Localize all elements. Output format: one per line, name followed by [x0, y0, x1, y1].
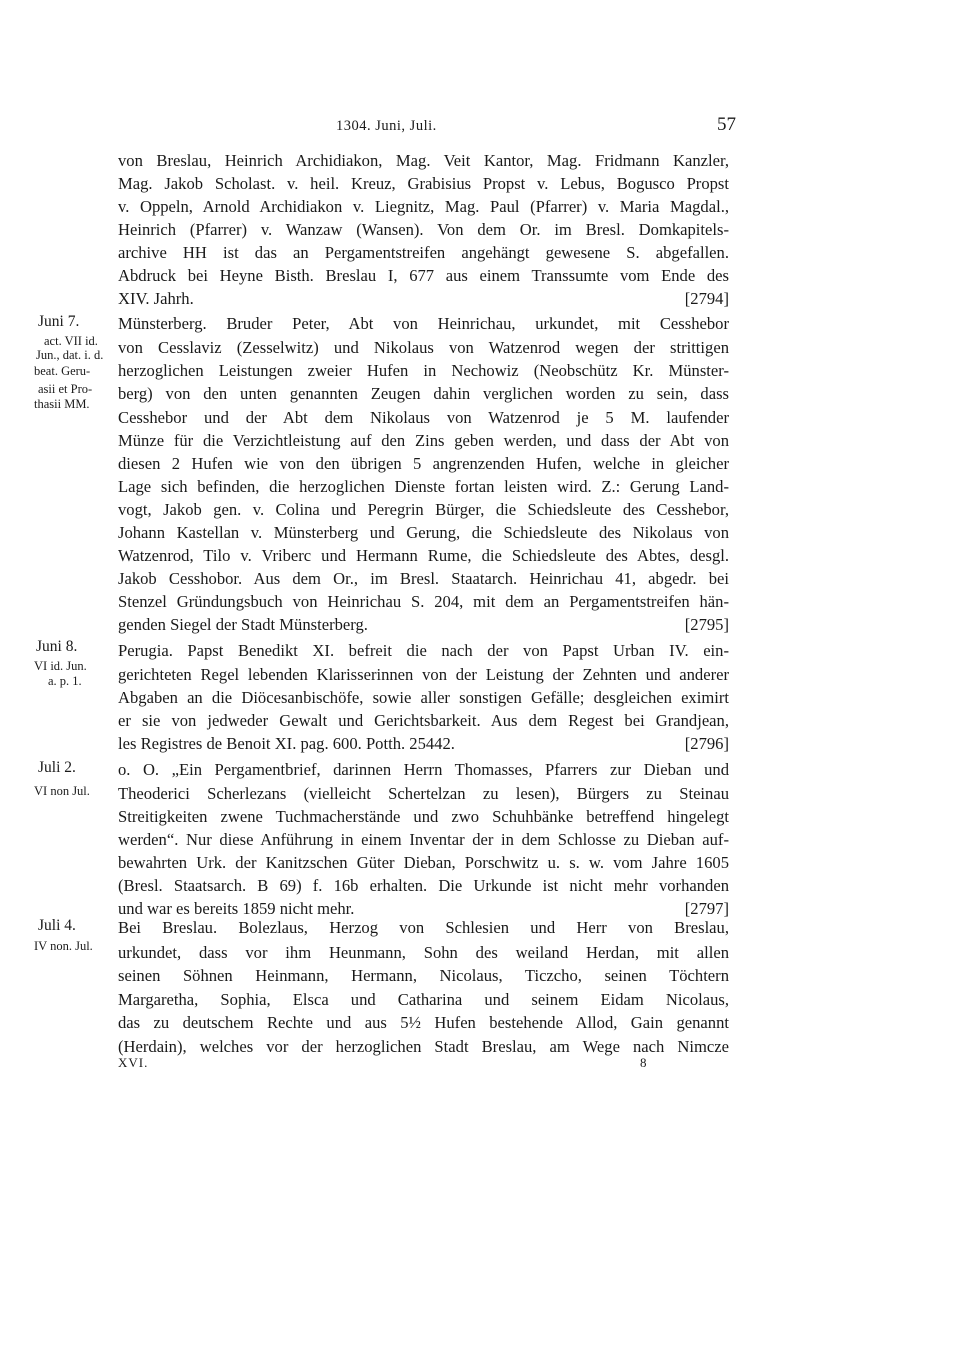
text-line [118, 288, 729, 310]
text-line: Cesshebor und der Abt dem Nikolaus von Watzenrod je 5 M. laufender [118, 408, 729, 427]
margin-note: thasii MM. [34, 397, 90, 411]
text-line [118, 733, 729, 755]
margin-note: VI non Jul. [34, 784, 90, 798]
text-fragment: und war es bereits 1859 nicht mehr. [118, 899, 355, 918]
text-line: Jakob Cesshobor. Aus dem Or., im Bresl. Staatarch. Heinrichau 41, abgedr. bei [118, 569, 729, 588]
page-number: 57 [717, 114, 736, 135]
margin-date: Juni 7. [38, 313, 80, 330]
text-fragment: les Registres de Benoit XI. pag. 600. Potth. 25442. [118, 734, 455, 753]
margin-date: Juli 2. [38, 759, 76, 776]
text-line: Münze für die Verzichtleistung auf den Zins geben werden, und dass der Abt von [118, 431, 729, 450]
text-line: Theoderici Scherlezans (vielleicht Schertelzan zu lesen), Bürgers zu Steinau [118, 784, 729, 803]
text-line: (Herdain), welches vor der herzoglichen Stadt Breslau, am Wege nach Nimcze [118, 1037, 729, 1056]
text-line: werden“. Nur diese Anführung in einem Inventar der in dem Schlosse zu Dieban auf- [118, 830, 729, 849]
text-line: von Breslau, Heinrich Archidiakon, Mag. Veit Kantor, Mag. Fridmann Kanzler, [118, 151, 729, 170]
text-line: diesen 2 Hufen wie von den übrigen 5 angrenzenden Hufen, welche in gleicher [118, 454, 729, 473]
page-header [0, 114, 960, 142]
text-line: er sie von jedweder Gewalt und Gerichtsbarkeit. Aus dem Regest bei Grandjean, [118, 711, 729, 730]
entry-number: [2796] [684, 734, 729, 753]
signature-mark: XVI. [118, 1055, 149, 1070]
text-line: (Bresl. Staatsarch. B 69) f. 16b erhalten. Die Urkunde ist nicht mehr vorhanden [118, 876, 729, 895]
text-line: von Cesslaviz (Zesselwitz) und Nikolaus von Watzenrod wegen der strittigen [118, 338, 729, 357]
entry-number: [2797] [684, 899, 729, 918]
text-line: v. Oppeln, Arnold Archidiakon v. Liegnitz, Mag. Paul (Pfarrer) v. Maria Magdal., [118, 197, 729, 216]
text-line: Mag. Jakob Scholast. v. heil. Kreuz, Grabisius Propst v. Lebus, Bogusco Propst [118, 174, 729, 193]
text-line: Johann Kastellan v. Münsterberg und Gerung, die Schiedsleute des Nikolaus von [118, 523, 729, 542]
margin-note: asii et Pro- [38, 382, 93, 396]
text-line: urkundet, dass vor ihm Heunmann, Sohn des weiland Herdan, mit allen [118, 943, 729, 962]
text-line: seinen Söhnen Heinmann, Hermann, Nicolaus, Ticzcho, seinen Töchtern [118, 966, 729, 985]
text-line: gerichteten Regel lebenden Klarisserinnen von der Leistung der Zehnten und anderer [118, 665, 729, 684]
text-line: Perugia. Papst Benedikt XI. befreit die nach der von Papst Urban IV. ein- [118, 641, 729, 660]
margin-date: Juli 4. [38, 917, 76, 934]
text-line [118, 614, 729, 636]
text-line: Lage sich befinden, die herzoglichen Dienste fortan leisten wird. Z.: Gerung Land- [118, 477, 729, 496]
text-line: Heinrich (Pfarrer) v. Wanzaw (Wansen). Von dem Or. im Bresl. Domkapitels- [118, 220, 729, 239]
text-line: Abdruck bei Heyne Bisth. Breslau I, 677 aus einem Transsumte vom Ende des [118, 266, 729, 285]
text-line: o. O. „Ein Pergamentbrief, darinnen Herrn Thomasses, Pfarrers zur Dieban und [118, 760, 729, 779]
text-line: Abgaben an die Diöcesanbischöfe, sowie aller sonstigen Gefälle; desgleichen eximirt [118, 688, 729, 707]
text-line: Stenzel Gründungsbuch von Heinrichau S. 204, mit dem an Pergamentstreifen hän- [118, 592, 729, 611]
running-title: 1304. Juni, Juli. [336, 118, 437, 134]
text-fragment: XIV. Jahrh. [118, 289, 194, 308]
text-line: vogt, Jakob gen. v. Colina und Peregrin Bürger, die Schiedsleute des Cesshebor, [118, 500, 729, 519]
margin-date: Juni 8. [36, 638, 78, 655]
text-line: Münsterberg. Bruder Peter, Abt von Heinrichau, urkundet, mit Cesshebor [118, 314, 729, 333]
text-line: Bei Breslau. Bolezlaus, Herzog von Schlesien und Herr von Breslau, [118, 918, 729, 937]
margin-note: act. VII id. [44, 334, 98, 348]
margin-note: VI id. Jun. [34, 659, 87, 673]
text-line: Streitigkeiten zwene Tuchmacherstände und zwo Schuhbänke betreffend hingelegt [118, 807, 729, 826]
text-line: Watzenrod, Tilo v. Vriberc und Hermann Rume, die Schiedsleute des Abtes, desgl. [118, 546, 729, 565]
text-line: bewahrten Urk. der Kanitzschen Güter Dieban, Porschwitz u. s. w. vom Jahre 1605 [118, 853, 729, 872]
text-line: archive HH ist das an Pergamentstreifen angehängt gewesene S. abgefallen. [118, 243, 729, 262]
text-line: das zu deutschem Rechte und aus 5½ Hufen bestehende Allod, Gain genannt [118, 1013, 729, 1032]
entry-number: [2795] [684, 615, 729, 634]
text-line: Margaretha, Sophia, Elsca und Catharina und seinem Eidam Nicolaus, [118, 990, 729, 1009]
margin-note: a. p. 1. [48, 674, 82, 688]
text-line: berg) von den unten genannten Zeugen dahin verglichen worden zu sein, dass [118, 384, 729, 403]
text-fragment: genden Siegel der Stadt Münsterberg. [118, 615, 368, 634]
sheet-number: 8 [640, 1055, 647, 1070]
margin-note: Jun., dat. i. d. [36, 348, 104, 362]
entry-number: [2794] [684, 289, 729, 308]
margin-note: IV non. Jul. [34, 939, 93, 953]
page-footer [0, 1055, 960, 1073]
text-line: herzoglichen Leistungen zweier Hufen in Nechowiz (Neobschütz Kr. Münster- [118, 361, 729, 380]
margin-note: beat. Geru- [34, 364, 91, 378]
